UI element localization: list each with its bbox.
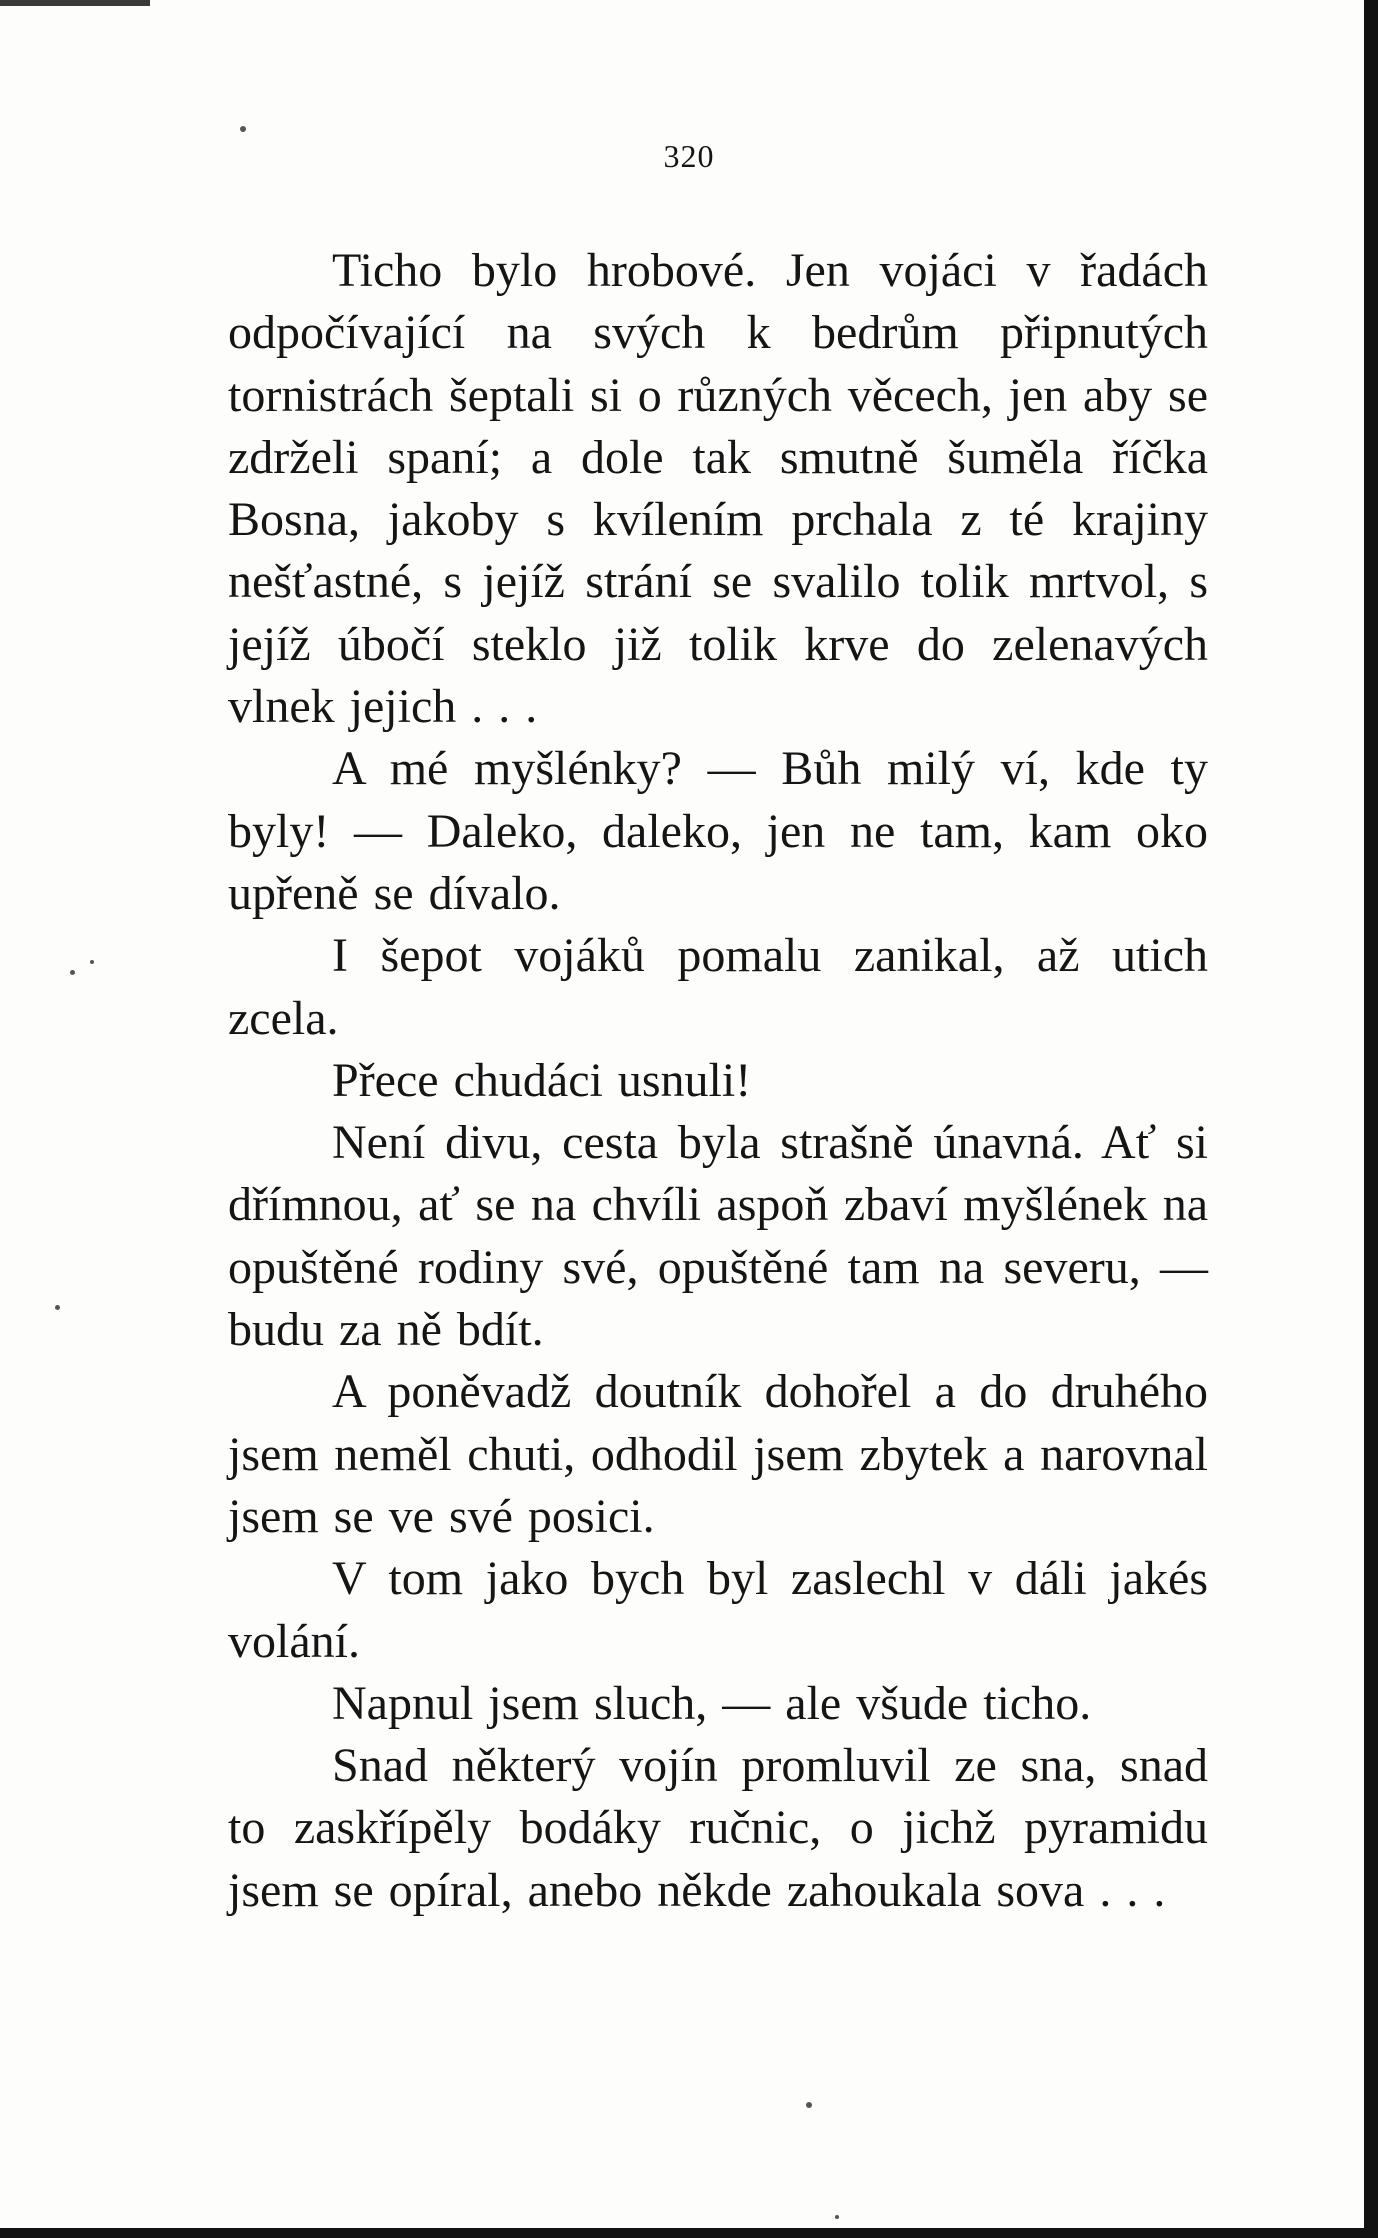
body-text [228, 240, 1208, 1922]
scan-edge-right [1364, 0, 1378, 2238]
scan-speck [240, 126, 246, 132]
scan-edge-bottom [0, 2228, 1378, 2238]
scan-speck [70, 970, 75, 975]
paragraph: A mé myšlénky? — Bůh milý ví, kde ty byly! — Daleko, daleko, jen ne tam, kam oko upřeně se dívalo. [228, 742, 1208, 920]
page-number: 320 [663, 138, 715, 174]
scan-speck [90, 960, 94, 964]
paragraph: I šepot vojáků pomalu zanikal, až utich zcela. [228, 929, 1208, 1045]
paragraph: Snad některý vojín promluvil ze sna, snad to zaskřípěly bodáky ručnic, o jichž pyramidu jsem se opíral, anebo někde zahoukala sova . . . [228, 1739, 1208, 1917]
paragraph: V tom jako bych byl zaslechl v dáli jakés volání. [228, 1552, 1208, 1668]
scan-speck [806, 2102, 812, 2108]
paragraph: A poněvadž doutník dohořel a do druhého jsem neměl chuti, odhodil jsem zbytek a narovnal jsem se ve své posici. [228, 1365, 1208, 1543]
paragraph: Přece chudáci usnuli! [332, 1053, 752, 1107]
paragraph: Není divu, cesta byla strašně únavná. Ať si dřímnou, ať se na chvíli aspoň zbaví myšlének na opuštěné rodiny své, opuštěné tam na severu, — budu za ně bdít. [228, 1116, 1208, 1357]
paragraph: Napnul jsem sluch, — ale všude ticho. [332, 1676, 1092, 1730]
scan-edge-top [0, 0, 150, 6]
paragraph: Ticho bylo hrobové. Jen vojáci v řadách odpočívající na svých k bedrům připnutých tornistrách šeptali si o různých věcech, jen aby se zdrželi spaní; a dole tak smutně šuměla říčka Bosna, jakoby s kvílením prchala z té krajiny nešťastné, s jejíž strání se svalilo tolik mrtvol, s jejíž úbočí steklo již tolik krve do zelenavých vlnek jejich . . . [228, 244, 1208, 734]
scan-speck [835, 2215, 839, 2219]
scan-speck [55, 1305, 60, 1310]
